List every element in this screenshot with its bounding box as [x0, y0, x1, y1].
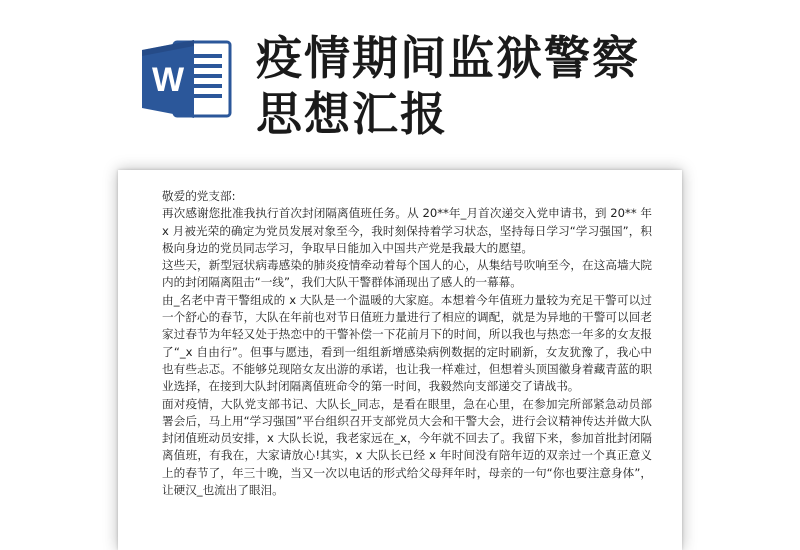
document-body [162, 188, 652, 499]
document-page [118, 170, 682, 550]
paragraph: 面对疫情，大队党支部书记、大队长_同志，是看在眼里，急在心里，在参加完所部紧急动员部署会后，马上用“学习强国”平台组织召开支部党员大会和干警大会，进行会议精神传达并做大队封闭值班动员安排，x 大队长说，我老家远在_x，今年就不回去了。我留下来，参加首批封闭隔离值班，有我在，大家请放心!其实，x 大队长已经 x 年时间没有陪年迈的双亲过一个真正意义上的春节了，年三十晚，当又一次以电话的形式给父母拜年时，母亲的一句“你也要注意身体”，让硬汉_也流出了眼泪。 [162, 396, 652, 498]
document-header [0, 0, 800, 160]
salutation: 敬爱的党支部: [162, 189, 236, 203]
word-document-icon [140, 36, 232, 122]
paragraph: 这些天，新型冠状病毒感染的肺炎疫情牵动着每个国人的心，从集结号吹响至今，在这高墙大院内的封闭隔离阻击“一线”，我们大队干警群体涌现出了感人的一幕幕。 [162, 258, 652, 290]
paragraph: 再次感谢您批准我执行首次封闭隔离值班任务。从 20**年_月首次递交入党申请书，到 20** 年 x 月被光荣的确定为党员发展对象至今，我时刻保持着学习状态，坚持每日学习“学习强国”，积极向身边的党员同志学习，争取早日能加入中国共产党是我最大的愿望。 [162, 206, 652, 255]
paragraph: 由_名老中青干警组成的 x 大队是一个温暖的大家庭。本想着今年值班力量较为充足干警可以过一个舒心的春节，大队在年前也对节日值班力量进行了相应的调配，就是为异地的干警可以回老家过春节为年轻又处于热恋中的干警补偿一下花前月下的时间，所以我也与热恋一年多的女友报了“_x 自由行”。但事与愿违，看到一组组新增感染病例数据的定时刷新，女友犹豫了，我心中也有些忐忑。不能够兑现陪女友出游的承诺，也让我一样难过，但想着头顶国徽身着藏青蓝的职业选择，在接到大队封闭隔离值班命令的第一时间，我毅然向支部递交了请战书。 [162, 292, 652, 394]
page-title: 疫情期间监狱警察思想汇报 [256, 31, 640, 141]
word-icon-letter: W [151, 61, 185, 99]
